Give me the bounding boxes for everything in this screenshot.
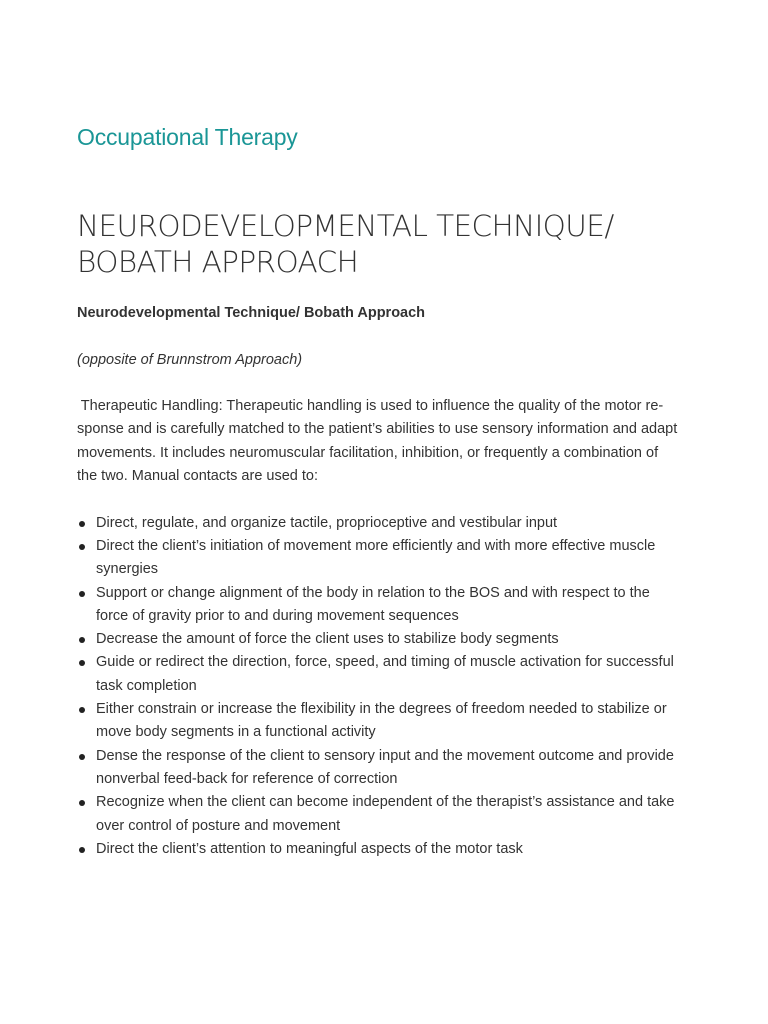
list-item-text: nonverbal feed-back for reference of correction	[96, 770, 398, 787]
list-item	[77, 745, 689, 792]
list-item	[77, 698, 689, 745]
site-title[interactable]: Occupational Therapy	[77, 124, 298, 150]
bullet-icon	[79, 800, 85, 806]
list-item-text: synergies	[96, 561, 159, 578]
intro-line: Therapeutic Handling: Therapeutic handling is used to influence the quality of the motor re-	[77, 398, 664, 415]
list-item-text: move body segments in a functional activity	[96, 724, 376, 741]
list-item-text: Recognize when the client can become independent of the therapist’s assistance and take	[96, 794, 675, 811]
list-item-text: over control of posture and movement	[96, 817, 341, 834]
post-title	[77, 208, 697, 280]
post-title-line-2: BOBATH APPROACH	[77, 245, 359, 279]
bullet-icon	[79, 754, 85, 760]
list-item-text: Decrease the amount of force the client uses to stabilize body segments	[96, 631, 559, 648]
intro-line: sponse and is carefully matched to the patient’s abilities to use sensory information and adapt	[77, 421, 678, 438]
bullet-icon	[79, 591, 85, 597]
post-subheading: Neurodevelopmental Technique/ Bobath Approach	[77, 305, 426, 321]
list-item	[77, 582, 689, 629]
post-title-line-1: NEURODEVELOPMENTAL TECHNIQUE/	[77, 209, 614, 243]
intro-line: movements. It includes neuromuscular facilitation, inhibition, or frequently a combination of	[77, 444, 659, 461]
list-item	[77, 535, 689, 582]
list-item	[77, 628, 689, 651]
post-note: (opposite of Brunnstrom Approach)	[77, 351, 303, 368]
list-item-text: Dense the response of the client to sensory input and the movement outcome and provide	[96, 747, 674, 764]
manual-contacts-list	[77, 512, 689, 861]
list-item-text: Direct the client’s attention to meaningful aspects of the motor task	[96, 840, 523, 857]
list-item	[77, 838, 689, 861]
list-item	[77, 651, 689, 698]
list-item-text: task completion	[96, 677, 197, 694]
bullet-icon	[79, 544, 85, 550]
list-item-text: Direct the client’s initiation of movement more efficiently and with more effective muscle	[96, 537, 656, 554]
bullet-icon	[79, 521, 85, 527]
list-item	[77, 512, 689, 535]
bullet-icon	[79, 660, 85, 666]
list-item	[77, 791, 689, 838]
list-item-text: Support or change alignment of the body in relation to the BOS and with respect to the	[96, 584, 650, 601]
bullet-icon	[79, 707, 85, 713]
intro-line: the two. Manual contacts are used to:	[77, 468, 318, 485]
bullet-icon	[79, 847, 85, 853]
list-item-text: Either constrain or increase the flexibility in the degrees of freedom needed to stabilize or	[96, 701, 667, 718]
post-content	[77, 302, 689, 861]
intro-paragraph	[77, 395, 689, 488]
bullet-icon	[79, 637, 85, 643]
list-item-text: Guide or redirect the direction, force, speed, and timing of muscle activation for successful	[96, 654, 674, 671]
list-item-text: Direct, regulate, and organize tactile, proprioceptive and vestibular input	[96, 514, 558, 531]
list-item-text: force of gravity prior to and during movement sequences	[96, 607, 459, 624]
